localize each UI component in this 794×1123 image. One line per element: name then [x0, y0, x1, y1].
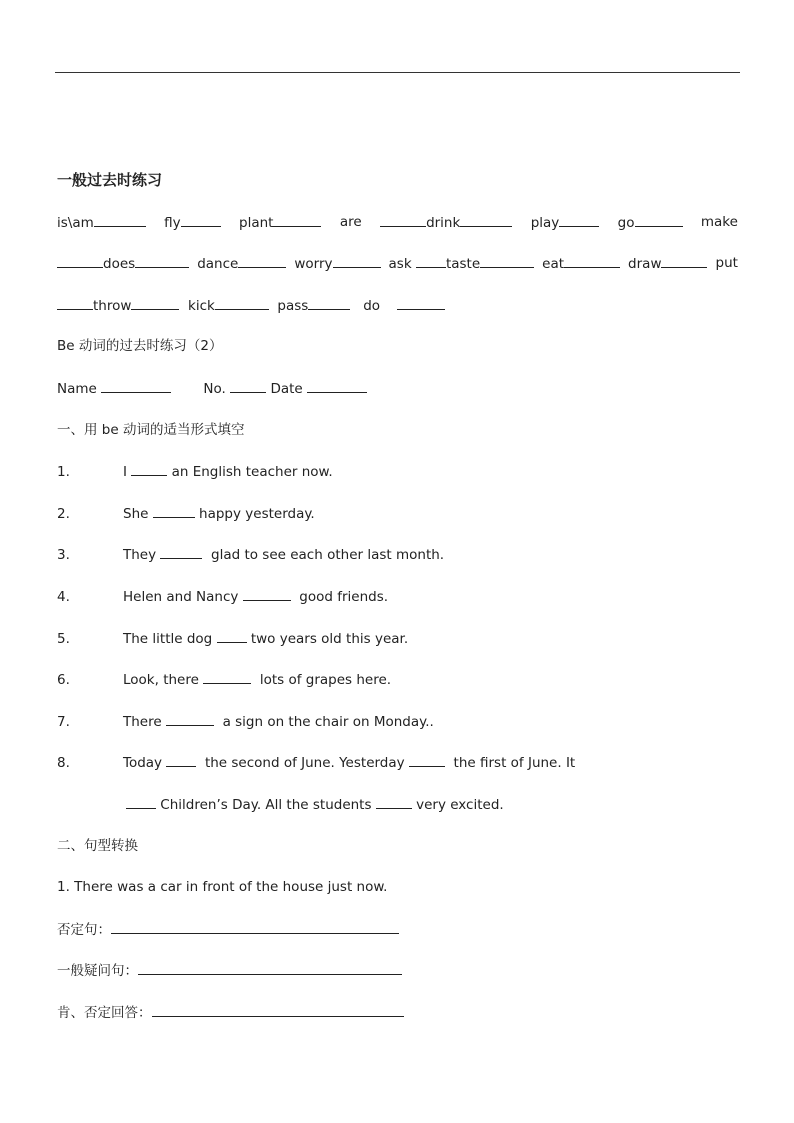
number-field[interactable]	[230, 379, 266, 393]
answer-blank[interactable]	[126, 795, 156, 809]
answer-blank[interactable]	[217, 629, 247, 643]
question-answer-line[interactable]	[138, 961, 402, 975]
verb-item: draw	[628, 254, 707, 273]
negative-answer-line[interactable]	[111, 920, 399, 934]
answer-blank[interactable]	[166, 753, 196, 767]
answer-blank[interactable]	[203, 670, 251, 684]
transform-sentence: 1. There was a car in front of the house just now.	[57, 879, 388, 895]
page-title: 一般过去时练习	[57, 171, 163, 189]
verb-item: put	[715, 255, 738, 271]
verb-row-3: throw kick pass do	[57, 296, 445, 315]
section2-heading: 二、句型转换	[57, 838, 138, 854]
answer-blank[interactable]	[409, 753, 445, 767]
answer-blank[interactable]	[160, 545, 202, 559]
subtitle: Be 动词的过去时练习（2）	[57, 338, 223, 354]
question-4: 4. Helen and Nancy good friends.	[57, 589, 389, 605]
verb-item: ask taste	[389, 254, 535, 273]
name-field[interactable]	[101, 379, 171, 393]
student-info: Name No. Date	[57, 379, 367, 398]
verb-item: drink	[380, 213, 512, 232]
section1-heading: 一、用 be 动词的适当形式填空	[57, 422, 245, 438]
short-answers-line[interactable]	[152, 1003, 404, 1017]
question-2: 2. She happy yesterday.	[57, 506, 315, 522]
verb-item: worry	[294, 254, 380, 273]
verb-item: are	[339, 214, 362, 230]
answer-blank[interactable]	[243, 587, 291, 601]
verb-item: plant	[239, 213, 321, 232]
question-row: 一般疑问句：	[57, 961, 402, 980]
verb-item: is\am	[57, 213, 146, 232]
header-rule	[55, 72, 740, 73]
date-field[interactable]	[307, 379, 367, 393]
question-3: 3. They glad to see each other last month.	[57, 547, 445, 563]
answer-blank[interactable]	[376, 795, 412, 809]
verb-item: fly	[164, 213, 221, 232]
question-7: 7. There a sign on the chair on Monday..	[57, 714, 434, 730]
question-8: 8. Today the second of June. Yesterday the first of June. It	[57, 755, 576, 771]
verb-item: play	[531, 213, 600, 232]
verb-row-2	[57, 254, 738, 273]
verb-item: go	[618, 213, 683, 232]
negative-row: 否定句：	[57, 920, 399, 939]
question-8-continued: Children’s Day. All the students very excited.	[126, 795, 504, 814]
verb-item: eat	[542, 254, 620, 273]
answer-blank[interactable]	[131, 462, 167, 476]
question-1: 1. I an English teacher now.	[57, 464, 333, 480]
verb-item: make	[700, 214, 738, 230]
verb-row-1	[57, 213, 738, 232]
answer-blank[interactable]	[166, 712, 214, 726]
question-5: 5. The little dog two years old this year.	[57, 631, 409, 647]
question-6: 6. Look, there lots of grapes here.	[57, 672, 392, 688]
verb-item: does	[57, 254, 189, 273]
verb-item: dance	[197, 254, 286, 273]
answers-row: 肯、否定回答：	[57, 1003, 404, 1022]
answer-blank[interactable]	[153, 504, 195, 518]
